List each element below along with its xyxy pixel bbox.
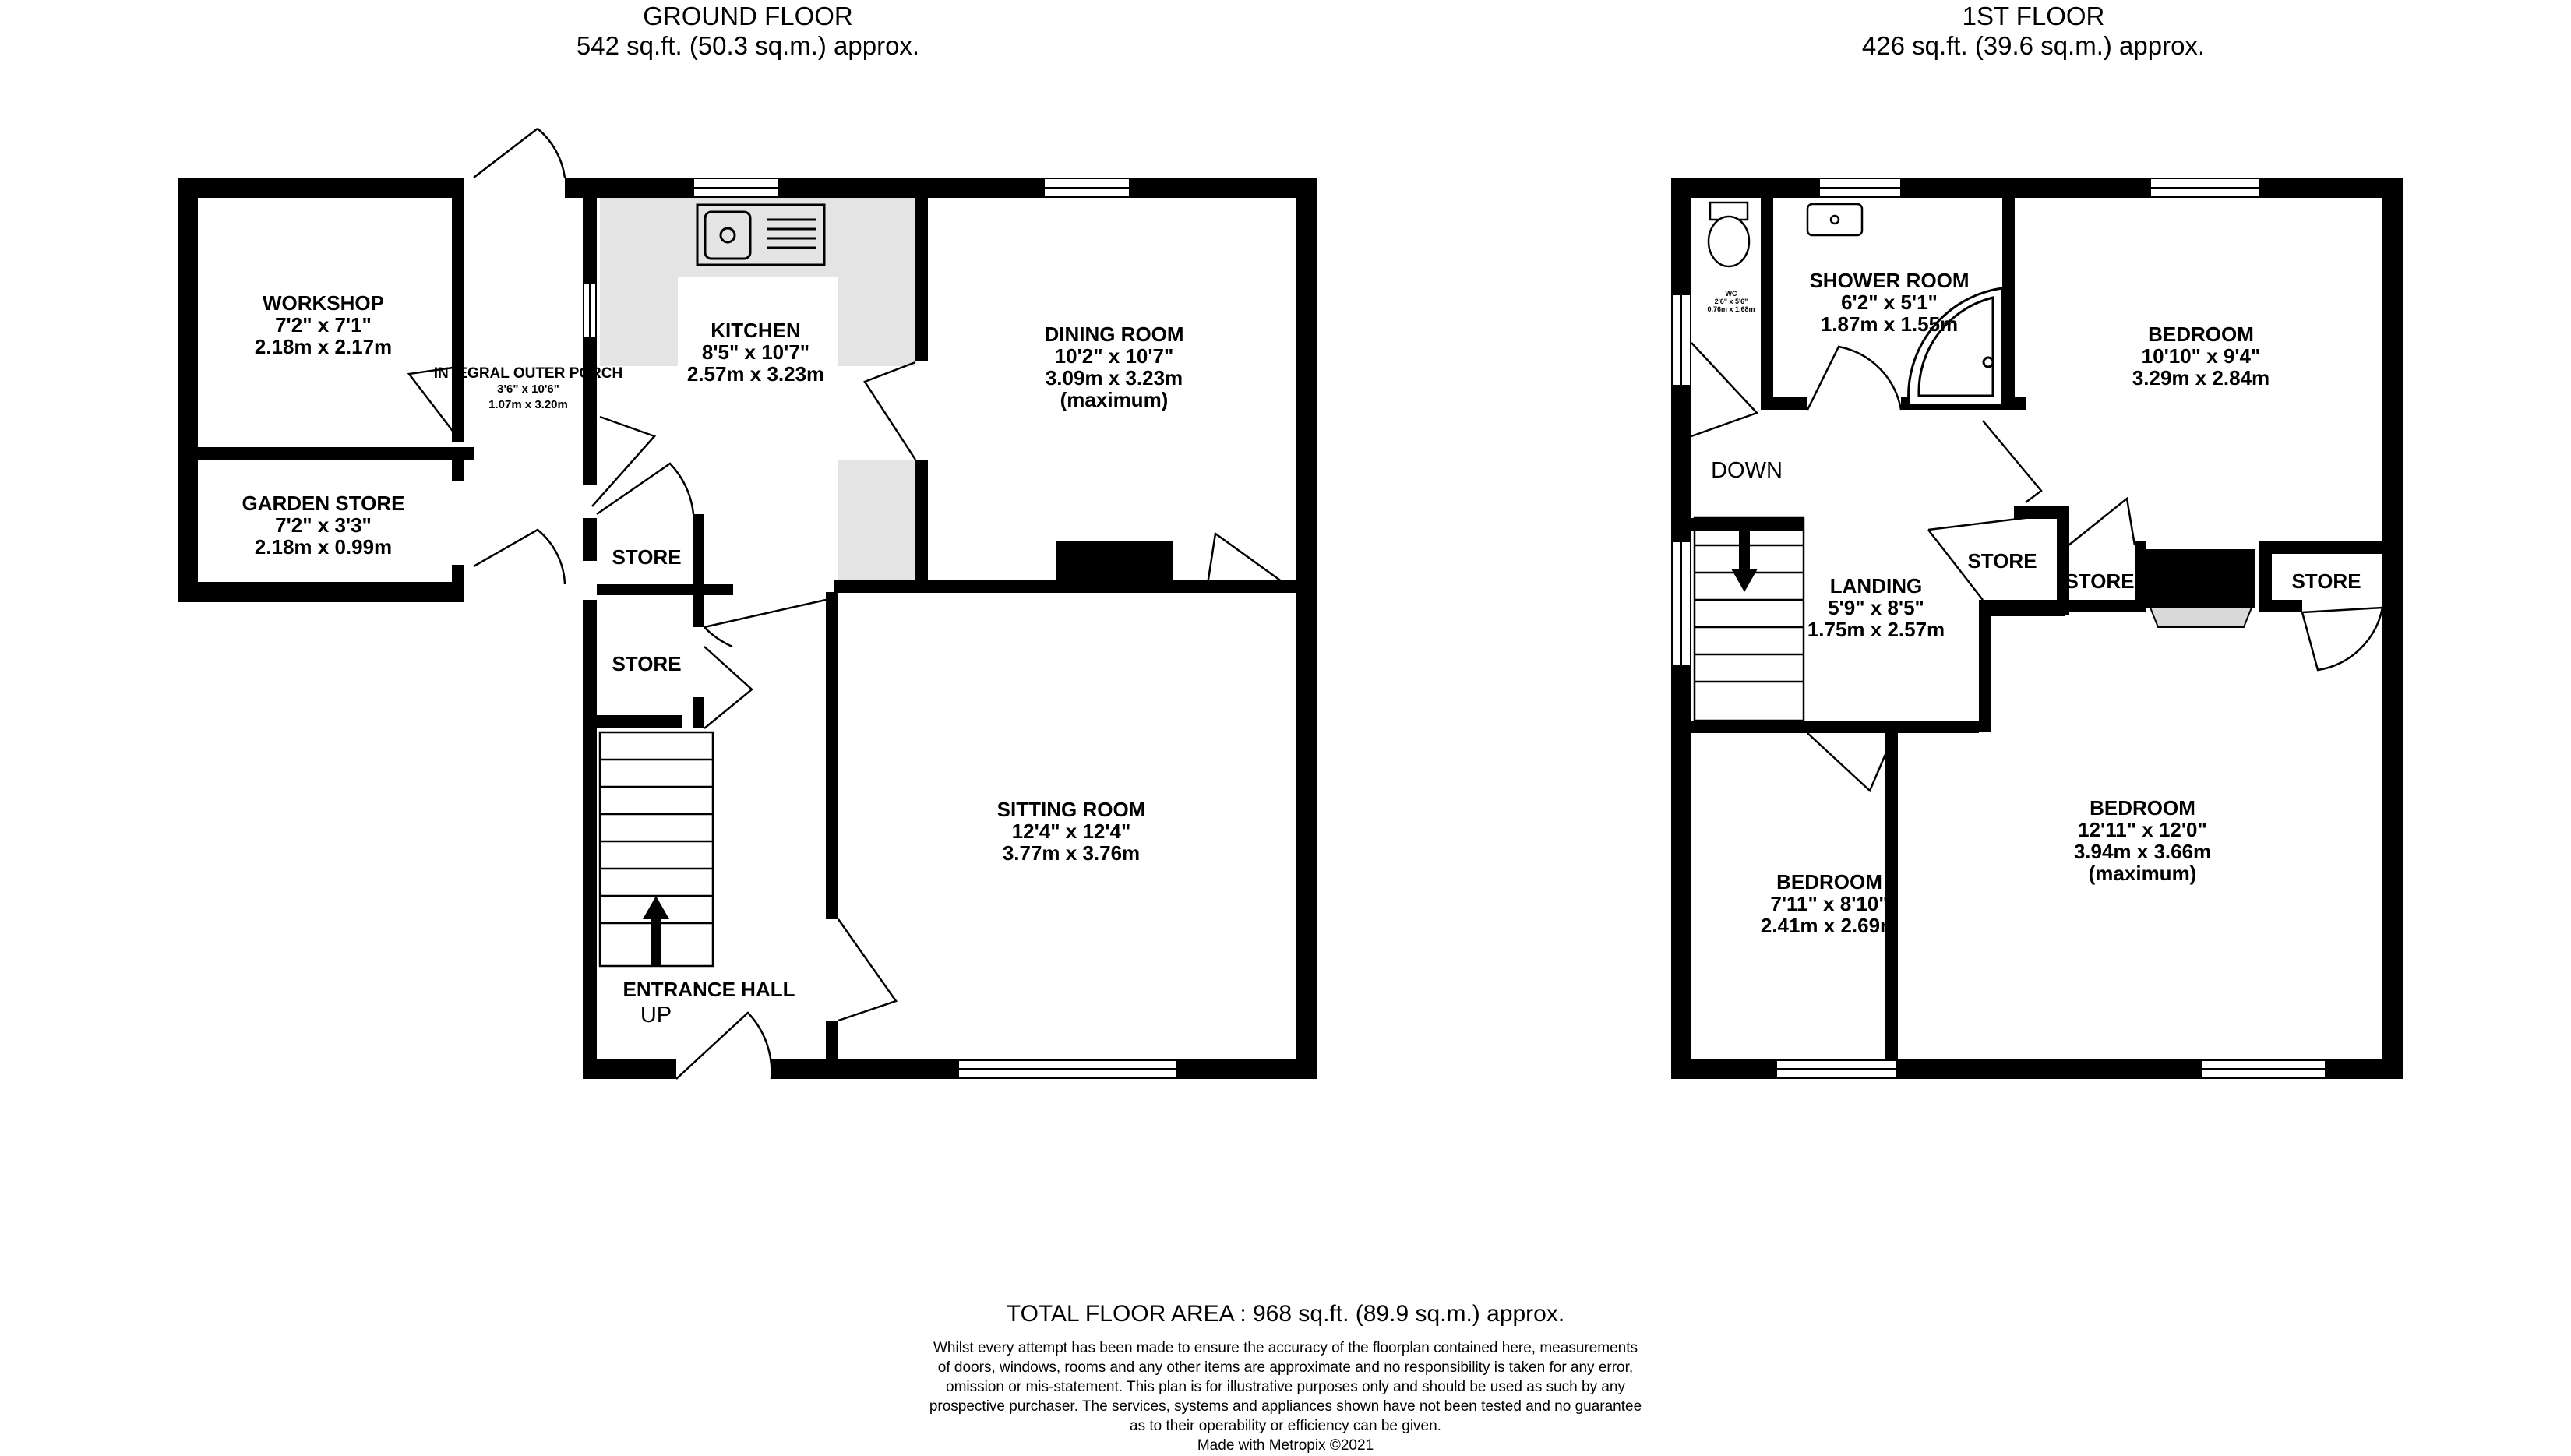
room-sitting: SITTING ROOM 12'4" x 12'4" 3.77m x 3.76m <box>996 798 1146 865</box>
stair-up-label: UP <box>640 1003 672 1028</box>
total-floor-area: TOTAL FLOOR AREA : 968 sq.ft. (89.9 sq.m.) approx. <box>1006 1301 1565 1327</box>
disclaimer <box>857 1338 1714 1436</box>
ground-floor-plan <box>178 129 1317 1079</box>
room-store-lower: STORE <box>612 652 682 675</box>
room-bedroom-3: BEDROOM 12'11" x 12'0" 3.94m x 3.66m (maximum) <box>2073 796 2212 885</box>
disclaimer-line: prospective purchaser. The services, systems and appliances shown have not been tested and no guarantee <box>929 1398 1642 1415</box>
credit: Made with Metropix ©2021 <box>1197 1437 1374 1454</box>
room-workshop: WORKSHOP 7'2" x 7'1" 2.18m x 2.17m <box>254 291 393 358</box>
stair-down-label: DOWN <box>1711 458 1783 483</box>
room-landing: LANDING 5'9" x 8'5" 1.75m x 2.57m <box>1807 574 1945 641</box>
room-store-c: STORE <box>2291 569 2361 593</box>
room-wc: WC 2'6" x 5'6" 0.76m x 1.68m <box>1707 290 1755 313</box>
room-bedroom-2: BEDROOM 7'11" x 8'10" 2.41m x 2.69m <box>1760 870 1899 937</box>
basin-icon <box>1807 204 1862 235</box>
room-dining: DINING ROOM 10'2" x 10'7" 3.09m x 3.23m (maximum) <box>1044 323 1184 411</box>
first-walls <box>1671 178 2403 1079</box>
room-garden-store: GARDEN STORE 7'2" x 3'3" 2.18m x 0.99m <box>242 492 405 559</box>
first-floor-title: 1ST FLOOR <box>1962 2 2105 30</box>
first-floor-area: 426 sq.ft. (39.6 sq.m.) approx. <box>1861 31 2206 60</box>
room-store-upper: STORE <box>612 545 682 569</box>
disclaimer-line: omission or mis-statement. This plan is for illustrative purposes only and should be used as such by any <box>946 1379 1625 1395</box>
kitchen-worktops <box>600 195 915 584</box>
room-shower: SHOWER ROOM 6'2" x 5'1" 1.87m x 1.55m <box>1809 269 1970 336</box>
disclaimer-line: Whilst every attempt has been made to ensure the accuracy of the floorplan contained here, measurements <box>933 1340 1638 1356</box>
room-kitchen: KITCHEN 8'5" x 10'7" 2.57m x 3.23m <box>686 319 825 386</box>
room-entrance-hall: ENTRANCE HALL <box>622 978 795 1001</box>
ground-floor-title: GROUND FLOOR <box>643 2 853 30</box>
disclaimer-line: as to their operability or efficiency can be given. <box>1130 1418 1441 1434</box>
first-floor-header <box>1683 2 2384 61</box>
disclaimer-line: of doors, windows, rooms and any other items are approximate and no responsibility is taken for any error, <box>937 1359 1634 1376</box>
room-store-b: STORE <box>2065 569 2135 593</box>
stair-up-arrow-icon <box>643 896 669 966</box>
chimney-breast <box>2150 608 2252 627</box>
stair-down-arrow-icon <box>1731 522 1758 592</box>
first-floor-plan <box>1671 178 2403 1079</box>
room-bedroom-1: BEDROOM 10'10" x 9'4" 3.29m x 2.84m <box>2132 323 2270 390</box>
ground-floor-area: 542 sq.ft. (50.3 sq.m.) approx. <box>576 31 920 60</box>
toilet-icon <box>1709 203 1749 266</box>
room-store-a: STORE <box>1967 549 2037 573</box>
room-porch: INTEGRAL OUTER PORCH 3'6" x 10'6" 1.07m x 3.20m <box>433 365 623 411</box>
ground-floor-header <box>397 2 1099 61</box>
